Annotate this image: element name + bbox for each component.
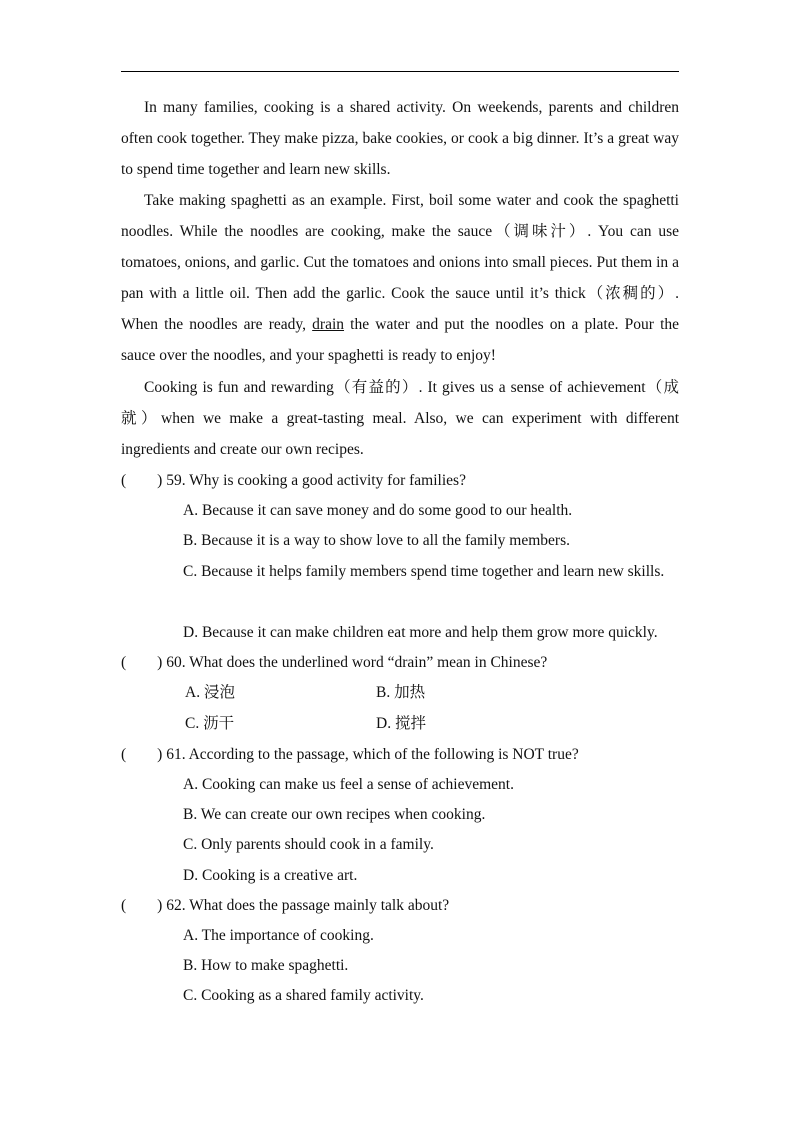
question-60-option-a: A. 浸泡 — [185, 684, 235, 701]
question-59-option-b: B. Because it is a way to show love to all the family members. — [183, 532, 570, 549]
passage-paragraph-2-text-b: the water and put the noodles on a plate. Pour the sauce over the noodles, and your spaghetti is ready to enjoy! — [121, 316, 680, 364]
question-59-stem: ( ) 59. Why is cooking a good activity for families? — [121, 472, 466, 489]
passage-paragraph-2-text-a: Take making spaghetti as an example. First, boil some water and cook the spaghetti noodles. While the noodles are cooking, make the sauce（调味汁）. You can use tomatoes, onions, and garlic. Cut the tomatoes and onions into small pieces. Put them in a pan with a little oil. Then add the garlic. Cook the sauce until it’s thick（浓稠的）. When the noodles are ready, — [121, 192, 679, 333]
underlined-word-drain: drain — [312, 316, 345, 333]
question-62-option-b: B. How to make spaghetti. — [183, 957, 349, 974]
question-60-stem: ( ) 60. What does the underlined word “drain” mean in Chinese? — [121, 654, 548, 671]
question-60-option-d: D. 搅拌 — [376, 715, 426, 732]
question-61-option-c: C. Only parents should cook in a family. — [183, 836, 434, 853]
passage-paragraph-2 — [121, 185, 679, 371]
question-61-option-d: D. Cooking is a creative art. — [183, 867, 358, 884]
question-61-stem: ( ) 61. According to the passage, which of the following is NOT true? — [121, 746, 579, 763]
question-60-option-c: C. 沥干 — [185, 715, 235, 732]
question-61-option-b: B. We can create our own recipes when cooking. — [183, 806, 486, 823]
question-62-option-c: C. Cooking as a shared family activity. — [183, 987, 424, 1004]
question-59-option-a: A. Because it can save money and do some good to our health. — [183, 502, 573, 519]
question-62-stem: ( ) 62. What does the passage mainly talk about? — [121, 897, 450, 914]
question-62-option-a: A. The importance of cooking. — [183, 927, 374, 944]
question-60-option-b: B. 加热 — [376, 684, 426, 701]
question-61-option-a: A. Cooking can make us feel a sense of achievement. — [183, 776, 514, 793]
header-rule — [121, 71, 679, 72]
passage-paragraph-1: In many families, cooking is a shared activity. On weekends, parents and children often cook together. They make pizza, bake cookies, or cook a big dinner. It’s a great way to spend time together and learn new skills. — [121, 99, 679, 178]
question-59-option-d: D. Because it can make children eat more and help them grow more quickly. — [183, 624, 658, 641]
passage-paragraph-3: Cooking is fun and rewarding（有益的）. It gives us a sense of achievement（成就）when we make a great-tasting meal. Also, we can experiment with different ingredients and create our own recipes. — [121, 379, 679, 458]
question-59-option-c: C. Because it helps family members spend time together and learn new skills. — [183, 563, 665, 580]
